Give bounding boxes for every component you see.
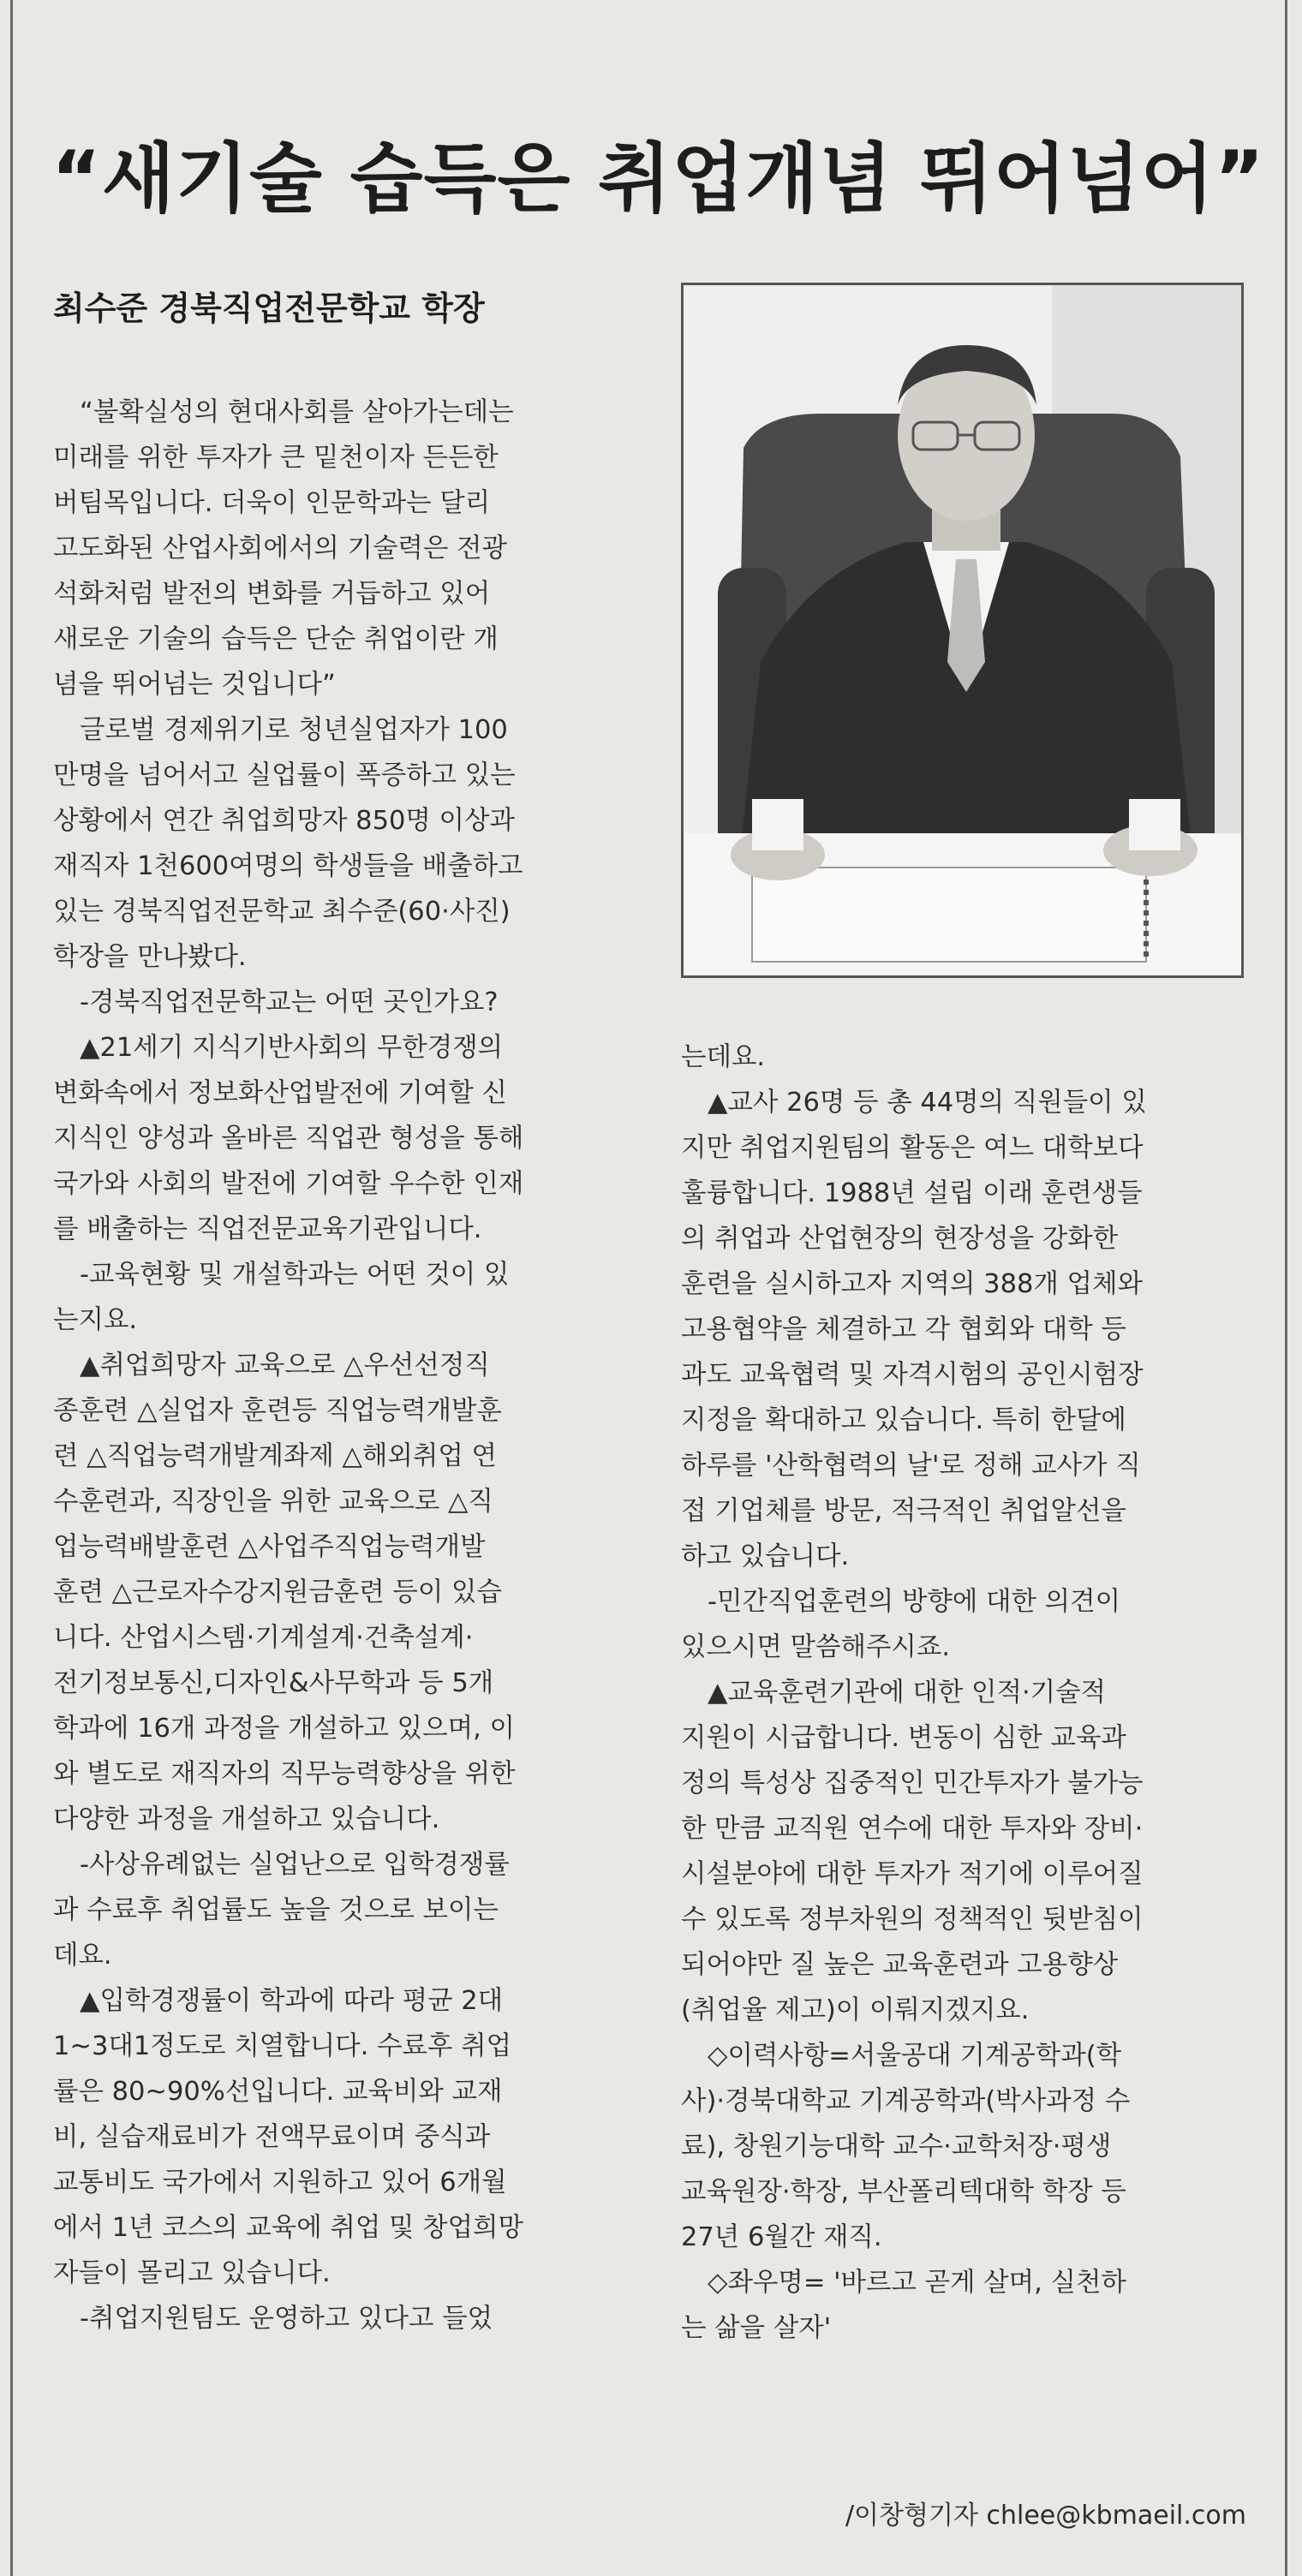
text-line: 있으시면 말씀해주시죠. xyxy=(681,1632,951,1662)
text-line: 정의 특성상 집중적인 민간투자가 불가능 xyxy=(681,1768,1144,1798)
text-line: 하루를 '산학협력의 날'로 정해 교사가 직 xyxy=(681,1451,1141,1481)
text-line: 국가와 사회의 발전에 기여할 우수한 인재 xyxy=(53,1169,524,1199)
text-line: 접 기업체를 방문, 적극적인 취업알선을 xyxy=(681,1496,1126,1526)
text-line: 교육원장·학장, 부산폴리텍대학 학장 등 xyxy=(681,2177,1126,2207)
text-line: 업능력배발훈련 △사업주직업능력개발 xyxy=(53,1532,486,1562)
question-line: -취업지원팀도 운영하고 있다고 들었 xyxy=(80,2304,493,2334)
text-line: 의 취업과 산업현장의 현장성을 강화한 xyxy=(681,1224,1119,1254)
text-line: “불확실성의 현대사회를 살아가는데는 xyxy=(80,397,514,427)
text-line: 는지요. xyxy=(53,1305,138,1335)
question-line: -경북직업전문학교는 어떤 곳인가요? xyxy=(80,987,499,1017)
text-line: 데요. xyxy=(53,1941,112,1971)
byline: /이창형기자 chlee@kbmaeil.com xyxy=(845,2501,1246,2531)
article-column-left xyxy=(53,390,653,2341)
text-line: 수 있도록 정부차원의 정책적인 뒷받침이 xyxy=(681,1905,1144,1935)
career-line: ◇이력사항=서울공대 기계공학과(학 xyxy=(708,2041,1122,2071)
text-line: 고도화된 산업사회에서의 기술력은 전광 xyxy=(53,534,507,564)
text-line: 새로운 기술의 습득은 단순 취업이란 개 xyxy=(53,624,499,654)
text-line: 지정을 확대하고 있습니다. 특히 한달에 xyxy=(681,1405,1126,1435)
text-line: 비, 실습재료비가 전액무료이며 중식과 xyxy=(53,2122,491,2152)
text-line: 종훈련 △실업자 훈련등 직업능력개발훈 xyxy=(53,1396,502,1426)
text-line: 는데요. xyxy=(681,1042,766,1072)
text-line: 학장을 만나봤다. xyxy=(53,942,247,972)
text-line: 훈련 △근로자수강지원금훈련 등이 있습 xyxy=(53,1577,502,1607)
question-line: -민간직업훈련의 방향에 대한 의견이 xyxy=(708,1587,1121,1617)
text-line: 과 수료후 취업률도 높을 것으로 보이는 xyxy=(53,1895,499,1925)
text-line: 27년 6월간 재직. xyxy=(681,2222,882,2252)
text-line: 변화속에서 정보화산업발전에 기여할 신 xyxy=(53,1078,507,1108)
text-line: 지식인 양성과 올바른 직업관 형성을 통해 xyxy=(53,1124,524,1154)
text-line: (취업율 제고)이 이뤄지겠지요. xyxy=(681,1995,1030,2025)
text-line: 있는 경북직업전문학교 최수준(60·사진) xyxy=(53,897,511,927)
text-line: 한 만큼 교직원 연수에 대한 투자와 장비· xyxy=(681,1814,1144,1844)
text-line: 자들이 몰리고 있습니다. xyxy=(53,2258,331,2288)
question-line: -사상유례없는 실업난으로 입학경쟁률 xyxy=(80,1850,510,1880)
text-line: 료), 창원기능대학 교수·교학처장·평생 xyxy=(681,2132,1112,2162)
headline: “새기술 습득은 취업개념 뛰어넘어” xyxy=(51,134,1265,223)
text-line: 를 배출하는 직업전문교육기관입니다. xyxy=(53,1214,482,1244)
text-line: 과도 교육협력 및 자격시험의 공인시험장 xyxy=(681,1360,1144,1390)
text-line: 에서 1년 코스의 교육에 취업 및 창업희망 xyxy=(53,2213,523,2243)
text-line: 니다. 산업시스템·기계설계·건축설계· xyxy=(53,1623,474,1653)
text-line: 석화처럼 발전의 변화를 거듭하고 있어 xyxy=(53,579,491,609)
text-line: 훈련을 실시하고자 지역의 388개 업체와 xyxy=(681,1269,1143,1299)
text-line: 는 삶을 살자' xyxy=(681,2313,832,2343)
text-line: 글로벌 경제위기로 청년실업자가 100 xyxy=(80,715,508,745)
text-line: 훌륭합니다. 1988년 설립 이래 훈련생들 xyxy=(681,1178,1143,1208)
text-line: 다양한 과정을 개설하고 있습니다. xyxy=(53,1804,440,1834)
answer-line: ▲21세기 지식기반사회의 무한경쟁의 xyxy=(80,1033,504,1063)
text-line: 하고 있습니다. xyxy=(681,1541,850,1571)
subtitle: 최수준 경북직업전문학교 학장 xyxy=(53,289,485,327)
answer-line: ▲교사 26명 등 총 44명의 직원들이 있 xyxy=(708,1088,1147,1118)
article-column-right xyxy=(681,1035,1246,2351)
motto-line: ◇좌우명= '바르고 곧게 살며, 실천하 xyxy=(708,2268,1126,2298)
answer-line: ▲교육훈련기관에 대한 인적·기술적 xyxy=(708,1678,1107,1708)
text-line: 념을 뛰어넘는 것입니다” xyxy=(53,670,336,700)
text-line: 교통비도 국가에서 지원하고 있어 6개월 xyxy=(53,2168,507,2197)
page-border-left xyxy=(10,0,13,2576)
text-line: 수훈련과, 직장인을 위한 교육으로 △직 xyxy=(53,1487,493,1517)
answer-line: ▲취업희망자 교육으로 △우선선정직 xyxy=(80,1351,490,1380)
text-line: 학과에 16개 과정을 개설하고 있으며, 이 xyxy=(53,1714,515,1744)
text-line: 만명을 넘어서고 실업률이 폭증하고 있는 xyxy=(53,760,516,790)
text-line: 지원이 시급합니다. 변동이 심한 교육과 xyxy=(681,1723,1126,1753)
text-line: 전기정보통신,디자인&사무학과 등 5개 xyxy=(53,1668,494,1698)
text-line: 와 별도로 재직자의 직무능력향상을 위한 xyxy=(53,1759,516,1789)
text-line: 되어야만 질 높은 교육훈련과 고용향상 xyxy=(681,1950,1119,1980)
text-line: 지만 취업지원팀의 활동은 여느 대학보다 xyxy=(681,1133,1144,1163)
text-line: 고용협약을 체결하고 각 협회와 대학 등 xyxy=(681,1315,1126,1345)
text-line: 재직자 1천600여명의 학생들을 배출하고 xyxy=(53,851,523,881)
portrait-photo xyxy=(681,283,1244,978)
text-line: 률은 80~90%선입니다. 교육비와 교재 xyxy=(53,2077,503,2107)
text-line: 버팀목입니다. 더욱이 인문학과는 달리 xyxy=(53,488,491,518)
text-line: 사)·경북대학교 기계공학과(박사과정 수 xyxy=(681,2086,1131,2116)
text-line: 련 △직업능력개발계좌제 △해외취업 연 xyxy=(53,1441,497,1471)
question-line: -교육현황 및 개설학과는 어떤 것이 있 xyxy=(80,1260,510,1290)
answer-line: ▲입학경쟁률이 학과에 따라 평균 2대 xyxy=(80,1986,504,2016)
page-border-right xyxy=(1285,0,1287,2576)
text-line: 1~3대1정도로 치열합니다. 수료후 취업 xyxy=(53,2031,512,2061)
text-line: 미래를 위한 투자가 큰 밑천이자 든든한 xyxy=(53,443,499,473)
text-line: 상황에서 연간 취업희망자 850명 이상과 xyxy=(53,806,515,836)
text-line: 시설분야에 대한 투자가 적기에 이루어질 xyxy=(681,1859,1144,1889)
portrait-photo-image xyxy=(684,285,1241,975)
